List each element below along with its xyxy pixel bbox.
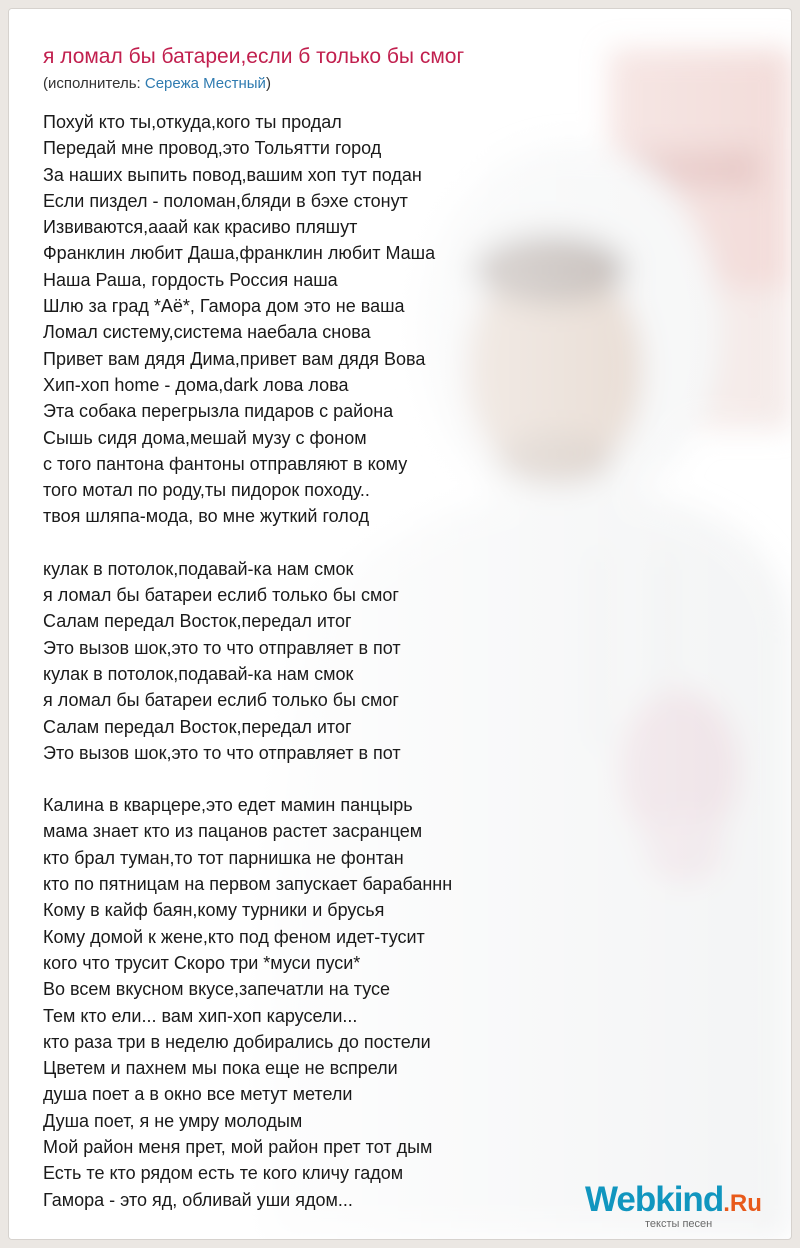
lyric-line: Это вызов шок,это то что отправляет в пот <box>43 742 401 763</box>
lyric-line: Калина в кварцере,это едет мамин панцырь <box>43 795 413 816</box>
lyric-line: Хип-хоп home - дома,dark лова лова <box>43 374 349 395</box>
site-logo[interactable] <box>585 1180 762 1220</box>
lyric-line: Кому в кайф баян,кому турники и брусья <box>43 900 385 921</box>
lyric-line: Тем кто ели... вам хип-хоп карусели... <box>43 1005 358 1026</box>
lyric-line: Душа поет, я не умру молодым <box>43 1110 303 1131</box>
lyric-line: кто раза три в неделю добирались до постели <box>43 1031 431 1052</box>
lyrics-text <box>43 109 452 1239</box>
artist-prefix: (исполнитель: <box>43 75 145 92</box>
lyrics-stanza <box>43 109 452 530</box>
lyric-line: я ломал бы батареи еслиб только бы смог <box>43 690 399 711</box>
lyric-line: Это вызов шок,это то что отправляет в пот <box>43 637 401 658</box>
lyric-line: Ломал систему,система наебала снова <box>43 322 371 343</box>
artist-suffix: ) <box>265 75 271 92</box>
logo-name: Webkind <box>585 1180 724 1219</box>
lyric-line: Привет вам дядя Дима,привет вам дядя Вова <box>43 348 426 369</box>
lyric-line: Мой район меня прет, мой район прет тот дым <box>43 1136 433 1157</box>
lyric-line: с того пантона фантоны отправляют в кому <box>43 453 408 474</box>
lyrics-stanza <box>43 792 452 1213</box>
lyric-line: Передай мне провод,это Тольятти город <box>43 138 382 159</box>
lyric-line: твоя шляпа-мода, во мне жуткий голод <box>43 506 370 527</box>
lyric-line: кого что трусит Скоро три *муси пуси* <box>43 952 361 973</box>
lyric-line: Во всем вкусном вкусе,запечатли на тусе <box>43 979 391 1000</box>
lyric-line: Гамора - это яд, обливай уши ядом... <box>43 1189 353 1210</box>
lyric-line: За наших выпить повод,вашим хоп тут подан <box>43 164 422 185</box>
artist-link[interactable]: Сережа Местный <box>144 75 266 92</box>
lyric-line: Салам передал Восток,передал итог <box>43 611 352 632</box>
logo-tld: .Ru <box>723 1190 762 1217</box>
lyric-line: мама знает кто из пацанов растет засранцем <box>43 821 423 842</box>
lyric-line: Наша Раша, гордость Россия наша <box>43 269 338 290</box>
lyric-line: Извиваются,ааай как красиво пляшут <box>43 217 358 238</box>
lyric-line: того мотал по роду,ты пидорок походу.. <box>43 480 370 501</box>
logo-tagline: тексты песен <box>645 1218 713 1230</box>
lyric-line: Салам передал Восток,передал итог <box>43 716 352 737</box>
lyric-line: я ломал бы батареи еслиб только бы смог <box>43 585 399 606</box>
page-frame <box>8 8 792 1240</box>
lyric-line: кулак в потолок,подавай-ка нам смок <box>43 663 354 684</box>
lyric-line: кто по пятницам на первом запускает барабаннн <box>43 874 453 895</box>
artist-credit <box>43 75 271 92</box>
lyric-line: кулак в потолок,подавай-ка нам смок <box>43 558 354 579</box>
lyric-line: Цветем и пахнем мы пока еще не вспрели <box>43 1058 398 1079</box>
song-title: я ломал бы батареи,если б только бы смог <box>43 45 465 68</box>
lyric-line: Эта собака перегрызла пидаров с района <box>43 401 394 422</box>
lyric-line: Есть те кто рядом есть те кого кличу гадом <box>43 1163 404 1184</box>
lyrics-stanza <box>43 556 452 766</box>
lyric-line: Франклин любит Даша,франклин любит Маша <box>43 243 436 264</box>
lyric-line: Сышь сидя дома,мешай музу с фоном <box>43 427 367 448</box>
lyric-line: Если пиздел - поломан,бляди в бэхе стонут <box>43 190 408 211</box>
lyric-line: Похуй кто ты,откуда,кого ты продал <box>43 112 342 132</box>
lyric-line: кто брал туман,то тот парнишка не фонтан <box>43 847 404 868</box>
lyric-line: Шлю за град *Аё*, Гамора дом это не ваша <box>43 296 405 317</box>
lyric-line: Кому домой к жене,кто под феном идет-тусит <box>43 926 425 947</box>
lyric-line: душа поет а в окно все метут метели <box>43 1084 353 1105</box>
